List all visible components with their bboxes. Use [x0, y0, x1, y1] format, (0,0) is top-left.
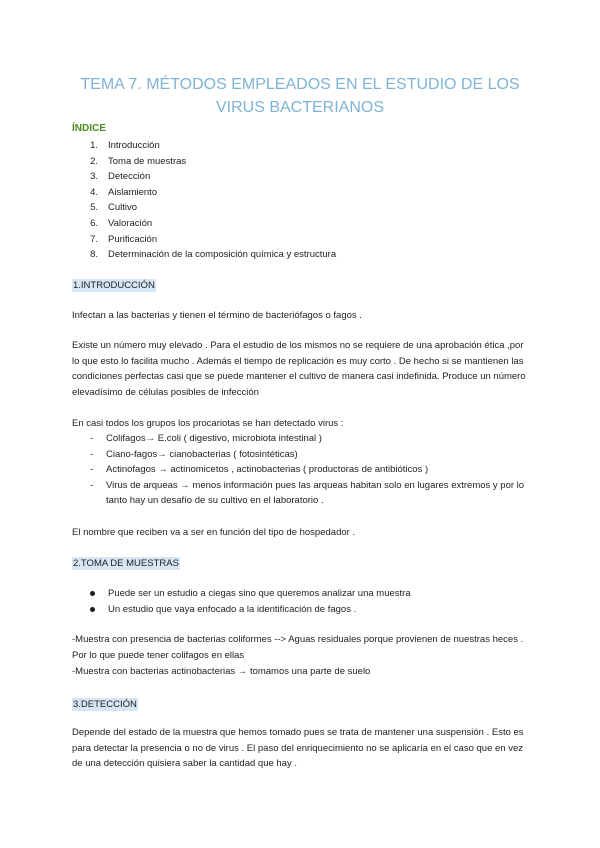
page-title: TEMA 7. MÉTODOS EMPLEADOS EN EL ESTUDIO DE LOS VIRUS BACTERIANOS: [80, 76, 520, 116]
intro-paragraph-1: Infectan a las bacterias y tienen el término de bacteriófagos o fagos .: [72, 310, 362, 321]
list-item: - Ciano-fagos→ cianobacterias ( fotosintéticas): [90, 448, 298, 460]
sample-paragraph-1: -Muestra con presencia de bacterias coliformes --> Aguas residuales porque provienen de nuestras heces . Por lo que puede tener colifagos en ellas: [72, 634, 524, 661]
index-number: 6.: [90, 217, 98, 229]
index-item: [72, 169, 336, 185]
index-item: [72, 138, 336, 154]
host-group-list: [72, 431, 532, 509]
intro-paragraph-3: En casi todos los grupos los procariotas se han detectado virus :: [72, 418, 344, 429]
index-item: [72, 232, 336, 248]
index-label: Introducción: [108, 140, 160, 151]
index-label: Detección: [108, 171, 151, 183]
index-number: 8.: [90, 249, 98, 261]
index-number: 1.: [90, 140, 98, 151]
list-item: - Virus de arqueas → menos información pues las arqueas habitan solo en lugares extremos y por lo tanto hay un desafío de su cultivo en el laboratorio .: [90, 479, 525, 507]
index-item: [72, 185, 336, 201]
bullet-icon: [90, 591, 95, 596]
index-number: 4.: [90, 186, 98, 198]
index-number: 5.: [90, 202, 98, 214]
index-list: [72, 138, 336, 263]
index-label: Aislamiento: [108, 186, 158, 198]
index-item: [72, 216, 336, 232]
index-number: 3.: [90, 171, 98, 183]
section-heading-toma-de-muestras: 2.TOMA DE MUESTRAS: [73, 558, 179, 569]
bullet-icon: [90, 607, 95, 612]
list-item: - Colifagos→ E.coli ( digestivo, microbiota intestinal ): [90, 433, 322, 444]
list-item: Un estudio que vaya enfocado a la identificación de fagos .: [72, 602, 532, 618]
detection-paragraph: Depende del estado de la muestra que hemos tomado pues se trata de mantener una suspensión . Esto es para detectar la presencia o no de virus . El paso del enriquecimiento no se aplicaría en el caso que en vez de una detección quisiera saber la cantidad que hay .: [72, 727, 524, 770]
index-item: [72, 247, 336, 263]
index-label: Purificación: [108, 233, 158, 245]
index-item: [72, 200, 336, 216]
list-item: - Actinofagos → actinomicetos , actinobacterias ( productoras de antibióticos ): [90, 464, 429, 476]
index-number: 7.: [90, 233, 98, 245]
section-heading-deteccion: 3.DETECCIÓN: [73, 699, 137, 710]
index-label: Valoración: [108, 217, 153, 229]
index-label: Toma de muestras: [108, 155, 187, 167]
intro-paragraph-2: Existe un número muy elevado . Para el estudio de los mismos no se requiere de una aprobación ética ,por lo que esto lo facilita mucho . Además el tiempo de replicación es muy corto . De hecho si se mantienen las condiciones perfectas casi que se puede mantener el cultivo de manera casi indefinida. Produce un número elevadísimo de células posibles de infección: [72, 340, 526, 398]
index-number: 2.: [90, 155, 98, 167]
sample-bullet-list: [72, 586, 532, 617]
list-item: Puede ser un estudio a ciegas sino que queremos analizar una muestra: [72, 586, 532, 602]
section-heading-introduccion: 1.INTRODUCCIÓN: [73, 280, 155, 291]
intro-paragraph-4: El nombre que reciben va a ser en función del tipo de hospedador .: [72, 527, 356, 538]
sample-paragraph-2: -Muestra con bacterias actinobacterias → tomamos una parte de suelo: [72, 666, 371, 677]
index-heading: ÍNDICE: [72, 123, 106, 134]
index-label: Determinación de la composición química y estructura: [108, 249, 337, 261]
index-item: [72, 154, 336, 170]
index-label: Cultivo: [108, 202, 138, 214]
